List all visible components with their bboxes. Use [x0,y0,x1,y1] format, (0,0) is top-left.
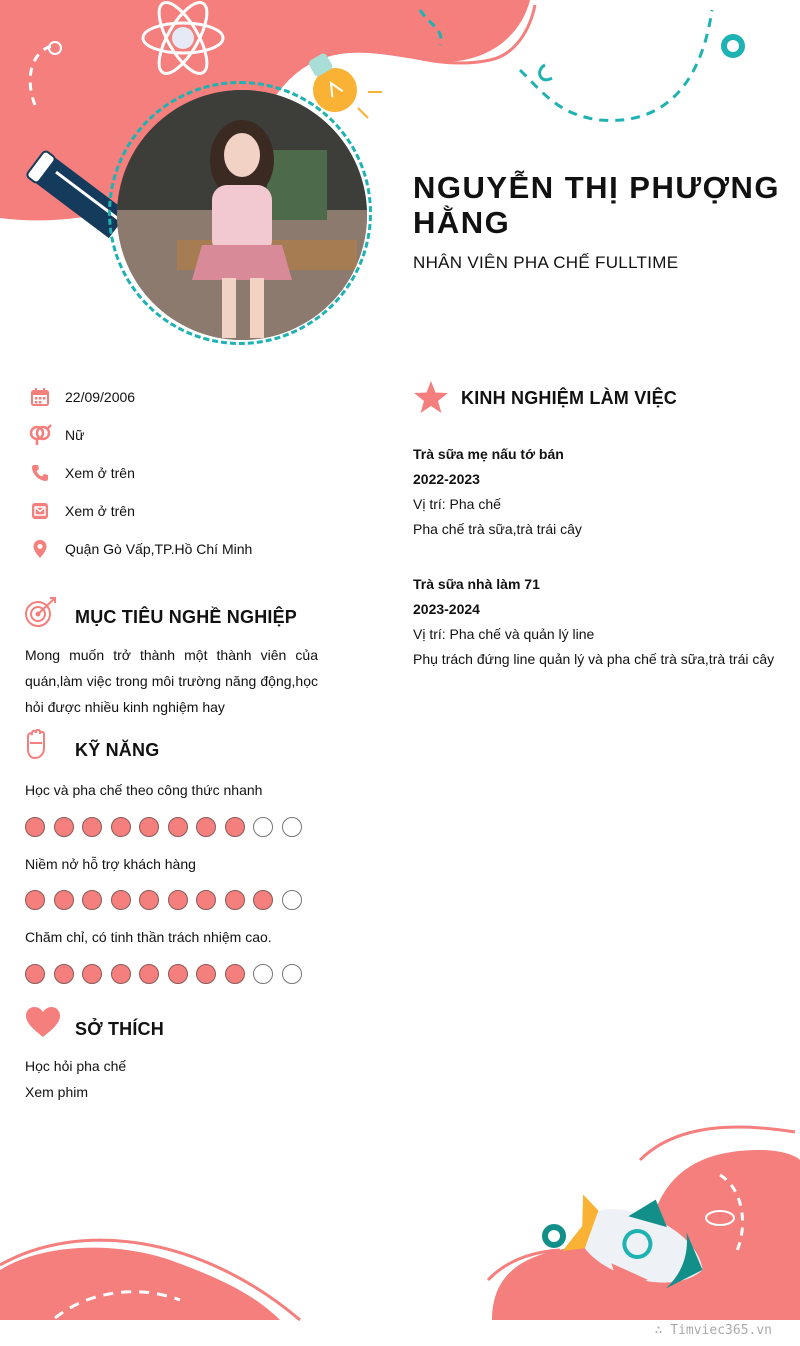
rating-dot-filled [168,964,188,984]
calendar-icon [28,385,52,409]
rating-dot-empty [282,890,302,910]
info-address [28,537,252,561]
work-position: Vị trí: Pha chế [413,496,501,512]
gender-value: Nữ [65,427,85,443]
avatar [117,90,367,340]
brand-logo-icon: ∴ [654,1323,671,1338]
experience-item [413,442,582,542]
work-period: 2022-2023 [413,471,480,487]
info-gender [28,423,84,447]
rating-dot-empty [253,964,273,984]
email-value: Xem ở trên [65,503,135,519]
rating-dot-filled [54,964,74,984]
work-description: Pha chế trà sữa,trà trái cây [413,521,582,537]
job-title: NHÂN VIÊN PHA CHẾ FULLTIME [413,253,679,272]
heart-icon [25,1006,61,1043]
skill-rating [25,817,302,837]
hobbies-title: SỞ THÍCH [75,1019,164,1039]
birthday-value: 22/09/2006 [65,389,136,405]
info-birthday [28,385,135,409]
rating-dot-filled [196,964,216,984]
rating-dot-filled [25,964,45,984]
star-icon [413,380,449,419]
location-icon [28,537,52,561]
rating-dot-filled [82,890,102,910]
target-icon [24,596,58,635]
rating-dot-filled [139,964,159,984]
rating-dot-filled [54,890,74,910]
objective-title: MỤC TIÊU NGHỀ NGHIỆP [75,607,298,627]
rating-dot-empty [253,817,273,837]
rating-dot-filled [168,817,188,837]
info-phone [28,461,135,485]
work-period: 2023-2024 [413,601,480,617]
rating-dot-empty [282,817,302,837]
fist-icon [25,729,47,764]
info-email [28,499,135,523]
teal-ring [724,37,742,55]
rating-dot-filled [139,890,159,910]
rating-dot-filled [168,890,188,910]
skill-name: Chăm chỉ, có tinh thần trách nhiệm cao. [25,929,272,945]
skill-name: Học và pha chế theo công thức nhanh [25,782,263,798]
skill-name: Niềm nở hỗ trợ khách hàng [25,856,196,872]
skills-title: KỸ NĂNG [75,740,160,760]
hobby-item: Xem phim [25,1084,89,1100]
company-name: Trà sữa nhà làm 71 [413,576,540,592]
rating-dot-filled [196,817,216,837]
rating-dot-filled [253,890,273,910]
rating-dot-filled [225,964,245,984]
top-right-dashes [520,10,712,120]
brand-text: Timviec365.vn [670,1323,772,1338]
address-value: Quận Gò Vấp,TP.Hồ Chí Minh [65,541,253,557]
experience-item [413,572,774,672]
rating-dot-filled [111,964,131,984]
skill-rating [25,964,302,984]
rating-dot-filled [225,817,245,837]
skill-rating [25,890,302,910]
phone-value: Xem ở trên [65,465,135,481]
rating-dot-filled [25,890,45,910]
candidate-name: NGUYỄN THỊ PHƯỢNG HẰNG [413,170,781,240]
experience-title: KINH NGHIỆM LÀM VIỆC [461,388,678,408]
footer-brand [655,1323,772,1338]
gender-icon [28,423,52,447]
rating-dot-filled [111,817,131,837]
rating-dot-filled [111,890,131,910]
objective-text: Mong muốn trở thành một thành viên của quán,làm việc trong môi trường năng động,học hỏi được nhiều kinh nghiệm hay [25,647,318,715]
rating-dot-filled [82,817,102,837]
company-name: Trà sữa mẹ nấu tớ bán [413,446,564,462]
work-position: Vị trí: Pha chế và quản lý line [413,626,595,642]
rating-dot-filled [82,964,102,984]
teal-ring-bottom [545,1227,563,1245]
bottom-left-blob [0,1248,280,1320]
rating-dot-filled [54,817,74,837]
rating-dot-filled [25,817,45,837]
rating-dot-filled [139,817,159,837]
hobby-item: Học hỏi pha chế [25,1058,127,1074]
rating-dot-filled [196,890,216,910]
rating-dot-empty [282,964,302,984]
work-description: Phụ trách đứng line quản lý và pha chế trà sữa,trà trái cây [413,651,775,667]
email-icon [28,499,52,523]
rating-dot-filled [225,890,245,910]
phone-icon [28,461,52,485]
